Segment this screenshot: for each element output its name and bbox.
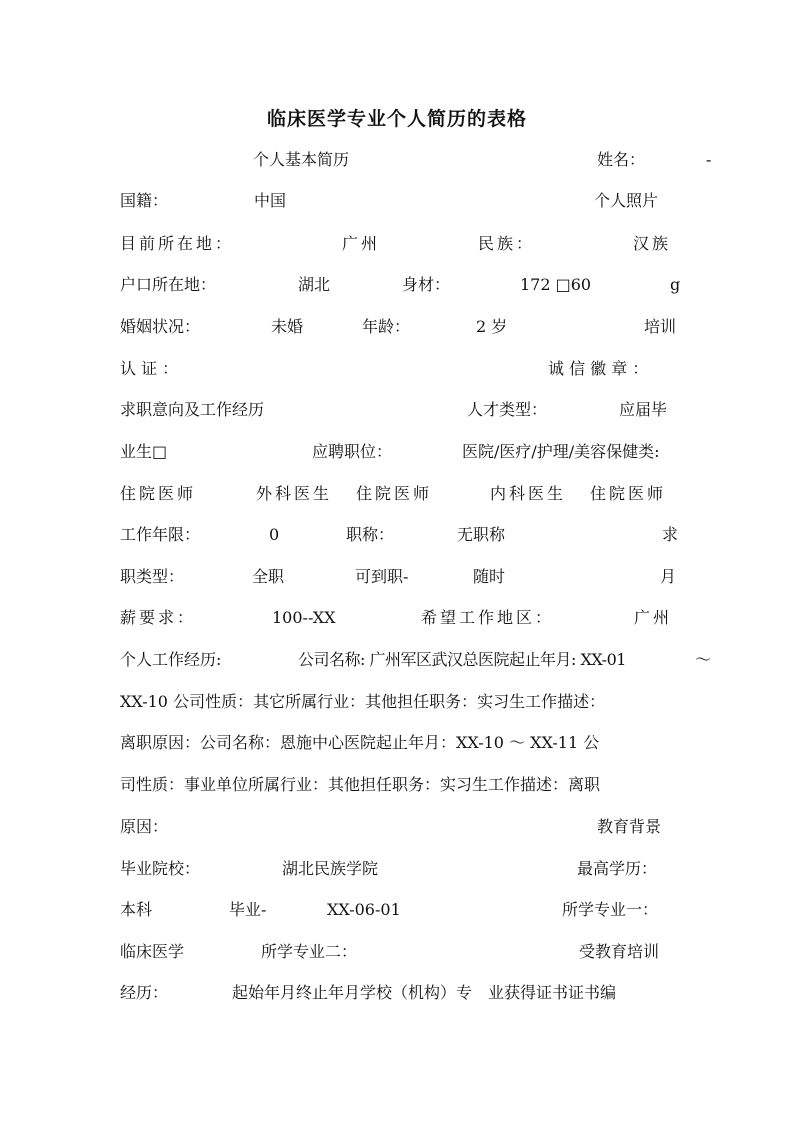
integrity-badge-label: 诚 信 徽 章 ： xyxy=(548,359,649,378)
section-basic-info: 个人基本简历 xyxy=(253,150,350,169)
position-label: 应聘职位： xyxy=(312,442,393,461)
certification-label: 认 证 ： xyxy=(120,359,179,378)
talent-type-label: 人才类型： xyxy=(467,400,548,419)
age-value: 2 岁 xyxy=(476,317,508,336)
marital-label: 婚姻状况： xyxy=(120,317,201,336)
physique-unit: g xyxy=(670,275,681,294)
training-label: 培训 xyxy=(644,317,677,336)
experience-years-label: 工作年限： xyxy=(120,525,201,544)
nationality-label: 国籍： xyxy=(120,191,169,210)
marital-value: 未婚 xyxy=(271,317,304,336)
paragraph-line xyxy=(0,731,794,755)
work-area-label: 希望工作地区： xyxy=(421,608,555,627)
section-work-experience: 个人工作经历: xyxy=(120,650,222,669)
job-type-label: 职类型： xyxy=(120,567,185,586)
experience-years-value: 0 xyxy=(269,525,280,544)
section-education: 教育背景 xyxy=(597,817,662,836)
paragraph-line xyxy=(0,773,794,797)
leave-reason-label: 原因： xyxy=(120,817,169,836)
degree-row xyxy=(0,898,794,922)
company-2-info: 离职原因：公司名称：恩施中心医院起止年月：XX-10 ～ XX-11 公 xyxy=(120,733,600,752)
school-value: 湖北民族学院 xyxy=(282,859,379,878)
document-title: 临床医学专业个人简历的表格 xyxy=(266,108,527,130)
talent-type-value-cont: 业生□ xyxy=(120,442,168,461)
salary-label: 薪要求： xyxy=(120,608,197,627)
position-item: 内科医生 xyxy=(490,484,567,503)
school-label: 毕业院校： xyxy=(120,859,201,878)
job-type-label-start: 求 xyxy=(662,525,679,544)
title-label: 职称： xyxy=(346,525,395,544)
talent-type-value: 应届毕 xyxy=(619,400,668,419)
job-type-row xyxy=(0,565,794,589)
age-label: 年龄： xyxy=(362,317,411,336)
company-1-details: XX-10 公司性质：其它所属行业：其他担任职务：实习生工作描述： xyxy=(120,692,606,711)
education-heading-row xyxy=(0,815,794,839)
hukou-value: 湖北 xyxy=(298,275,331,294)
position-item: 住院医师 xyxy=(590,484,667,503)
salary-value: 100--XX xyxy=(272,608,336,627)
ethnicity-label: 民族： xyxy=(478,234,536,253)
major-2-label: 所学专业二： xyxy=(261,942,358,961)
marital-row xyxy=(0,315,794,339)
physique-label: 身材： xyxy=(402,275,451,294)
position-item: 住院医师 xyxy=(356,484,433,503)
training-history-label: 受教育培训 xyxy=(579,942,660,961)
training-table-header: 起始年月终止年月学校（机构）专 业获得证书证书编 xyxy=(232,983,617,1002)
job-type-value: 全职 xyxy=(252,567,285,586)
location-row xyxy=(0,232,794,256)
training-history-label-cont: 经历： xyxy=(120,983,169,1002)
degree-value: 本科 xyxy=(120,900,153,919)
ethnicity-value: 汉族 xyxy=(633,234,672,253)
graduation-label: 毕业- xyxy=(229,900,267,919)
nationality-value: 中国 xyxy=(254,191,287,210)
salary-row xyxy=(0,606,794,630)
experience-years-row xyxy=(0,523,794,547)
position-item: 住院医师 xyxy=(120,484,197,503)
training-header-row xyxy=(0,981,794,1005)
physique-value: 172 □60 xyxy=(520,275,592,294)
name-label: 姓名： xyxy=(597,150,646,169)
location-label: 目前所在地： xyxy=(120,234,235,253)
available-label: 可到职- xyxy=(355,567,409,586)
position-item: 外科医生 xyxy=(256,484,333,503)
work-area-value: 广州 xyxy=(634,608,673,627)
certification-row xyxy=(0,357,794,381)
hukou-row xyxy=(0,273,794,297)
nationality-row xyxy=(0,189,794,213)
title-value: 无职称 xyxy=(457,525,506,544)
company-1-info: 公司名称: 广州军区武汉总医院起止年月: XX-01 xyxy=(298,650,626,669)
position-value: 医院/医疗/护理/美容保健类: xyxy=(462,442,660,461)
graduation-date: XX-06-01 xyxy=(327,900,401,919)
positions-list-row xyxy=(0,482,794,506)
major-row xyxy=(0,940,794,964)
intent-row xyxy=(0,398,794,422)
school-row xyxy=(0,857,794,881)
company-2-details: 司性质：事业单位所属行业：其他担任职务：实习生工作描述：离职 xyxy=(120,775,601,794)
major-1-value: 临床医学 xyxy=(120,942,185,961)
photo-label: 个人照片 xyxy=(594,191,659,210)
salary-label-start: 月 xyxy=(660,567,677,586)
work-experience-row xyxy=(0,648,794,672)
major-1-label: 所学专业一： xyxy=(562,900,659,919)
section-job-intent: 求职意向及工作经历 xyxy=(120,400,265,419)
tilde: ～ xyxy=(695,650,712,669)
paragraph-line xyxy=(0,690,794,714)
degree-label: 最高学历： xyxy=(577,859,658,878)
position-row xyxy=(0,440,794,464)
location-value: 广州 xyxy=(342,234,381,253)
name-value: - xyxy=(706,150,712,169)
basic-info-row xyxy=(0,148,794,172)
available-value: 随时 xyxy=(473,567,506,586)
hukou-label: 户口所在地： xyxy=(120,275,217,294)
